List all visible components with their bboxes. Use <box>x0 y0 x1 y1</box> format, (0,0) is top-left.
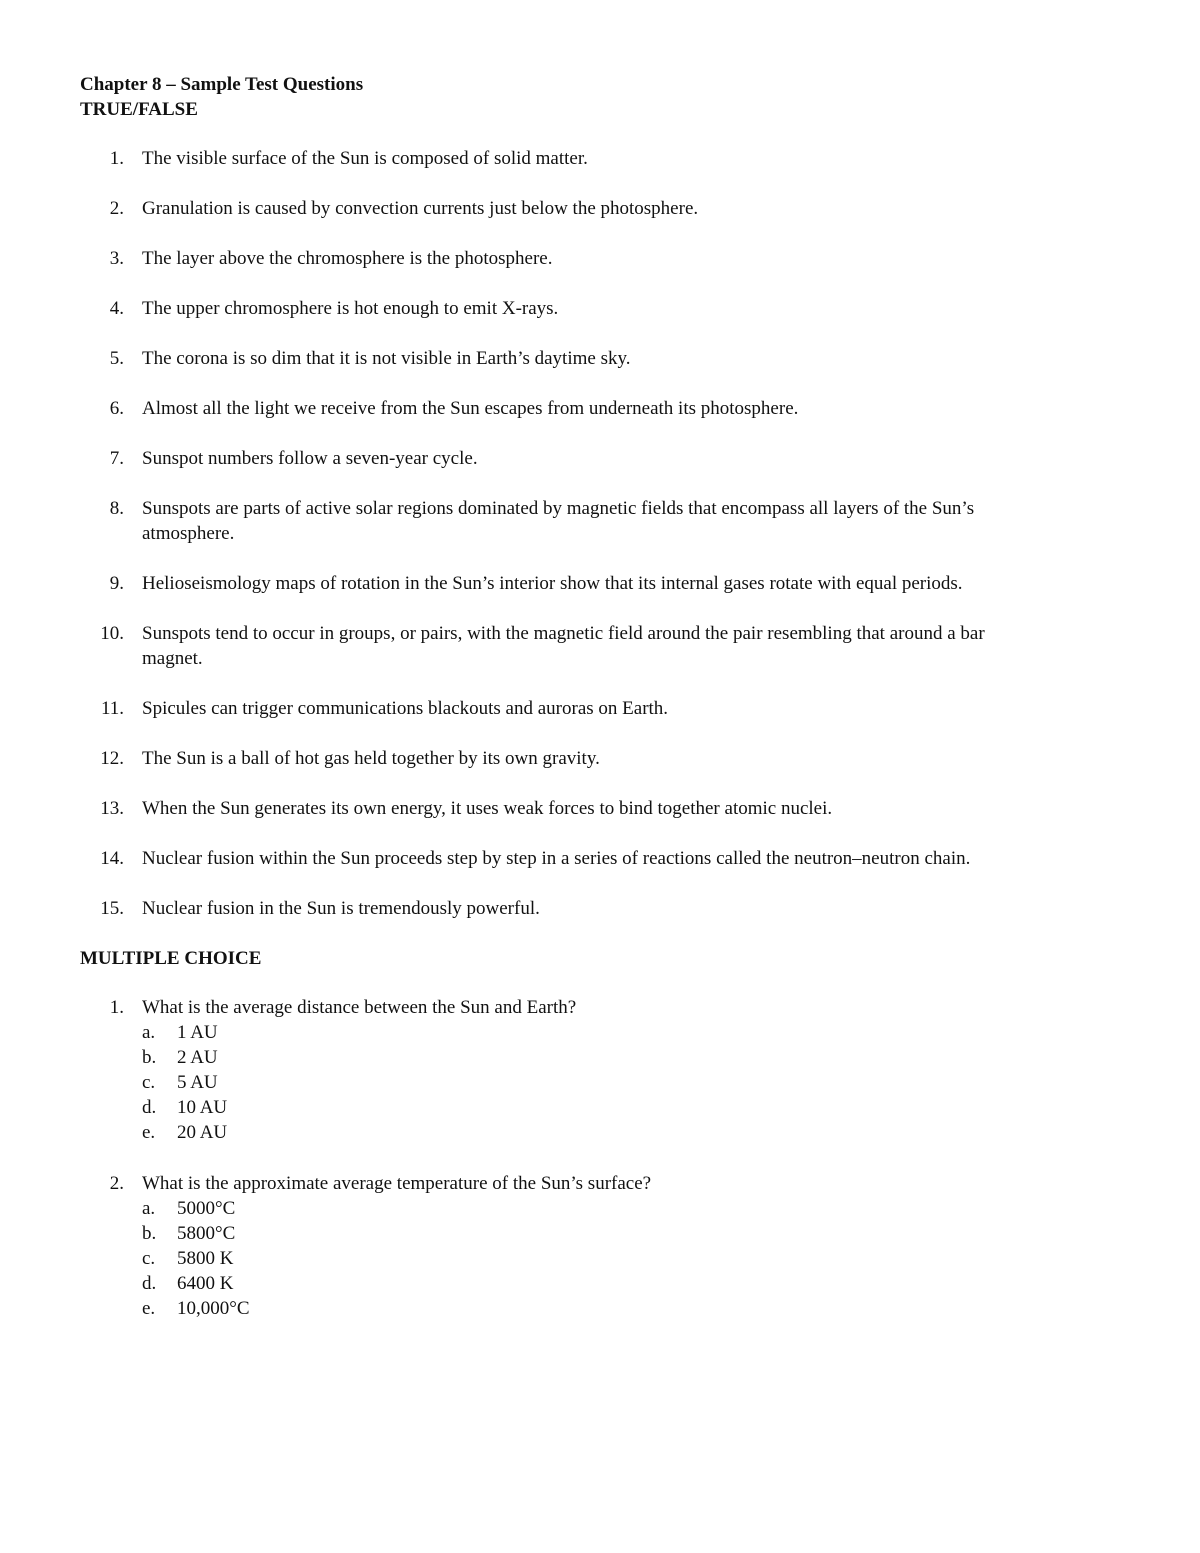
option-letter: d. <box>142 1273 157 1294</box>
tf-question-2 <box>80 196 1040 221</box>
option-text: 1 AU <box>177 1022 218 1043</box>
option-text: 10,000°C <box>177 1298 250 1319</box>
question-number: 8. <box>109 498 124 519</box>
tf-question-5 <box>80 346 1040 371</box>
option-text: 2 AU <box>177 1047 218 1068</box>
option-letter: b. <box>142 1223 157 1244</box>
question-number: 15. <box>100 898 124 919</box>
answer-option <box>142 1120 1040 1145</box>
option-letter: c. <box>142 1248 156 1269</box>
tf-question-3 <box>80 246 1040 271</box>
answer-option <box>142 1045 1040 1070</box>
answer-option <box>142 1296 1040 1321</box>
option-letter: e. <box>142 1298 156 1319</box>
question-text: The corona is so dim that it is not visible in Earth’s daytime sky. <box>142 348 631 369</box>
question-text: Nuclear fusion within the Sun proceeds step by step in a series of reactions called the neutron–neutron chain. <box>142 848 971 869</box>
tf-question-9 <box>80 571 1040 596</box>
multiple-choice-heading: MULTIPLE CHOICE <box>80 948 262 969</box>
question-text: The Sun is a ball of hot gas held together by its own gravity. <box>142 748 600 769</box>
option-text: 6400 K <box>177 1273 234 1294</box>
answer-option <box>142 1246 1040 1271</box>
option-text: 20 AU <box>177 1122 228 1143</box>
answer-options <box>142 1020 1040 1145</box>
option-text: 5 AU <box>177 1072 218 1093</box>
question-text: The upper chromosphere is hot enough to emit X-rays. <box>142 298 559 319</box>
question-number: 1. <box>109 148 124 169</box>
option-text: 10 AU <box>177 1097 228 1118</box>
option-letter: d. <box>142 1097 157 1118</box>
option-letter: c. <box>142 1072 156 1093</box>
tf-question-4 <box>80 296 1040 321</box>
question-number: 2. <box>109 198 124 219</box>
option-text: 5800°C <box>177 1223 236 1244</box>
answer-option <box>142 1020 1040 1045</box>
tf-question-1 <box>80 146 1040 171</box>
question-text: What is the average distance between the Sun and Earth? <box>142 997 577 1018</box>
option-letter: e. <box>142 1122 156 1143</box>
page-title: Chapter 8 – Sample Test Questions <box>80 74 364 95</box>
question-number: 14. <box>100 848 124 869</box>
question-number: 11. <box>100 698 124 719</box>
question-number: 13. <box>100 798 124 819</box>
mc-question-1 <box>80 995 1040 1145</box>
question-text: Helioseismology maps of rotation in the Sun’s interior show that its internal gases rotate with equal periods. <box>142 573 963 594</box>
question-text: What is the approximate average temperature of the Sun’s surface? <box>142 1173 652 1194</box>
option-text: 5000°C <box>177 1198 236 1219</box>
question-text: Sunspots tend to occur in groups, or pairs, with the magnetic field around the pair resembling that around a bar magnet. <box>142 623 985 669</box>
answer-option <box>142 1221 1040 1246</box>
option-letter: a. <box>142 1022 156 1043</box>
question-text: The layer above the chromosphere is the photosphere. <box>142 248 553 269</box>
option-text: 5800 K <box>177 1248 234 1269</box>
true-false-heading: TRUE/FALSE <box>80 99 198 120</box>
tf-question-12 <box>80 746 1040 771</box>
answer-option <box>142 1196 1040 1221</box>
question-number: 5. <box>109 348 124 369</box>
question-number: 1. <box>109 997 124 1018</box>
question-text: The visible surface of the Sun is composed of solid matter. <box>142 148 588 169</box>
question-number: 2. <box>109 1173 124 1194</box>
answer-options <box>142 1196 1040 1321</box>
tf-question-7 <box>80 446 1040 471</box>
question-number: 6. <box>109 398 124 419</box>
question-number: 9. <box>109 573 124 594</box>
tf-question-10 <box>80 621 1040 671</box>
document-page <box>80 72 1040 1347</box>
question-number: 4. <box>109 298 124 319</box>
question-number: 10. <box>100 623 124 644</box>
answer-option <box>142 1095 1040 1120</box>
question-number: 3. <box>109 248 124 269</box>
answer-option <box>142 1271 1040 1296</box>
question-text: Sunspots are parts of active solar regions dominated by magnetic fields that encompass all layers of the Sun’s atmosphere. <box>142 498 975 544</box>
question-text: Nuclear fusion in the Sun is tremendously powerful. <box>142 898 540 919</box>
mc-question-2 <box>80 1171 1040 1321</box>
multiple-choice-list <box>80 995 1040 1321</box>
question-text: Spicules can trigger communications blackouts and auroras on Earth. <box>142 698 669 719</box>
question-text: Almost all the light we receive from the Sun escapes from underneath its photosphere. <box>142 398 799 419</box>
option-letter: a. <box>142 1198 156 1219</box>
tf-question-14 <box>80 846 1040 871</box>
option-letter: b. <box>142 1047 157 1068</box>
tf-question-15 <box>80 896 1040 921</box>
question-number: 12. <box>100 748 124 769</box>
tf-question-13 <box>80 796 1040 821</box>
answer-option <box>142 1070 1040 1095</box>
question-number: 7. <box>109 448 124 469</box>
true-false-list <box>80 146 1040 921</box>
question-text: Granulation is caused by convection currents just below the photosphere. <box>142 198 699 219</box>
question-text: When the Sun generates its own energy, it uses weak forces to bind together atomic nuclei. <box>142 798 833 819</box>
tf-question-11 <box>80 696 1040 721</box>
tf-question-6 <box>80 396 1040 421</box>
tf-question-8 <box>80 496 1040 546</box>
question-text: Sunspot numbers follow a seven-year cycle. <box>142 448 478 469</box>
